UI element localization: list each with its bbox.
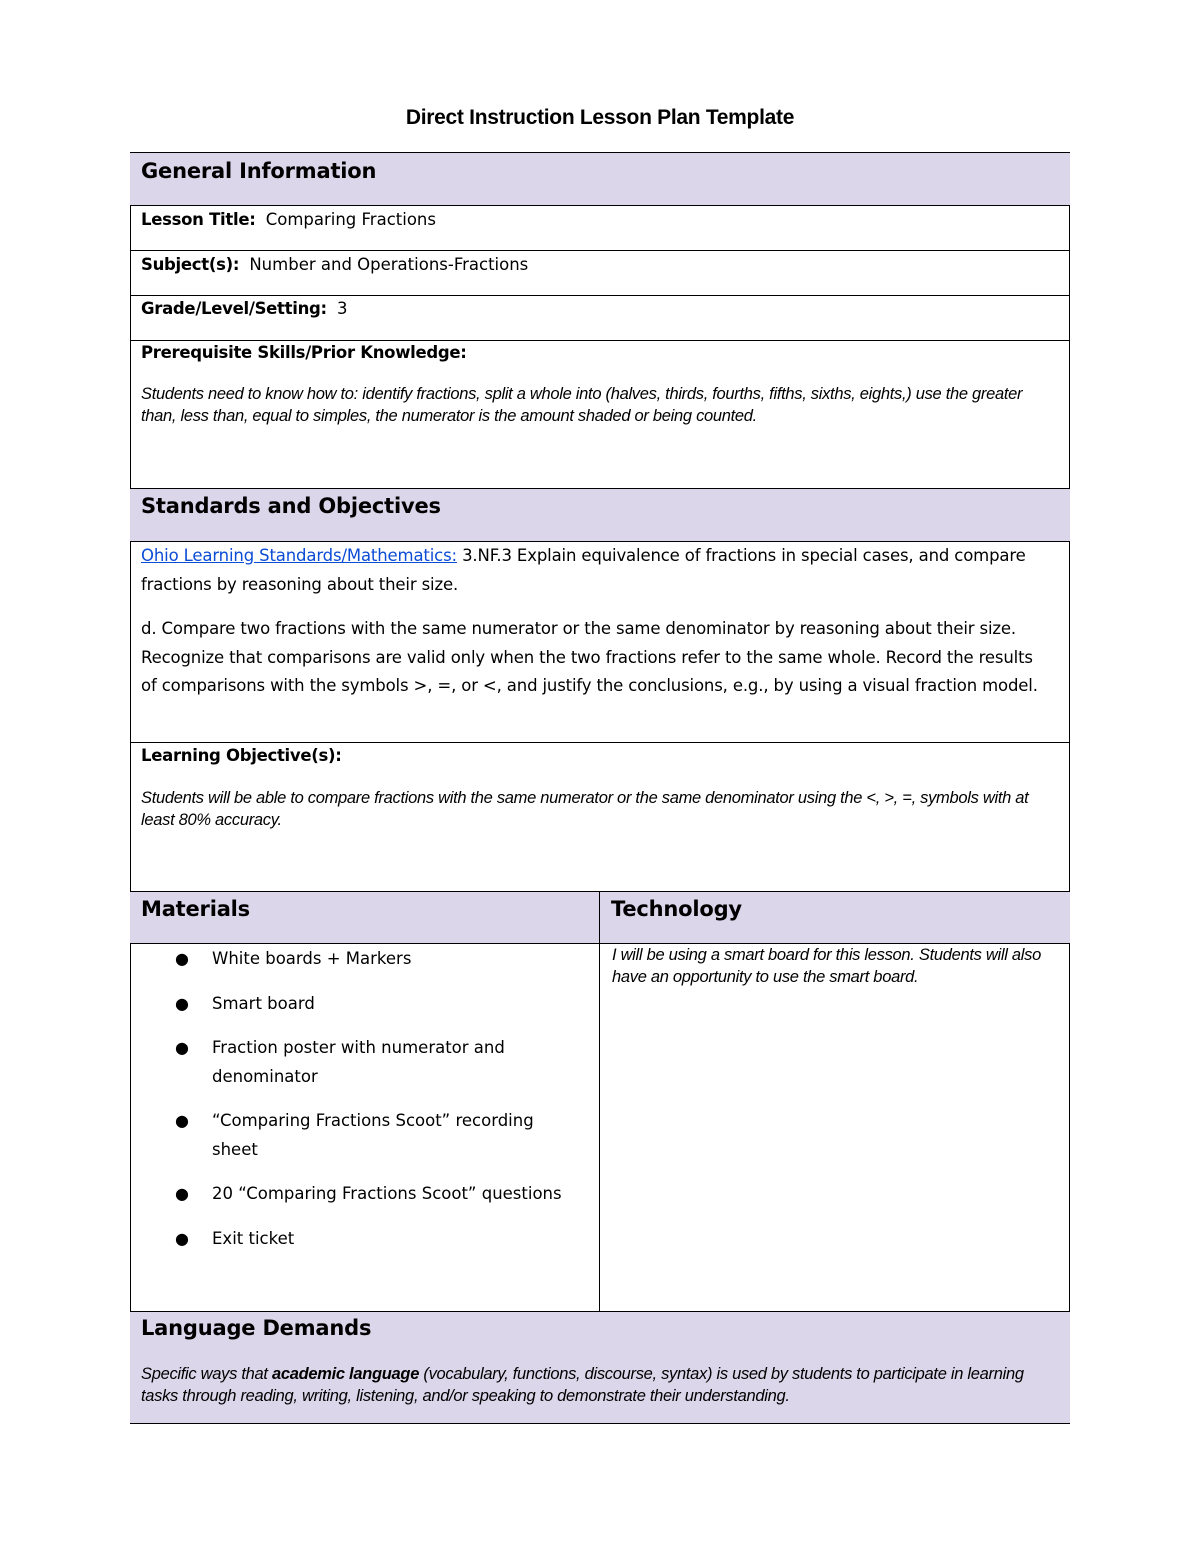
bullet-icon: ● [175, 949, 189, 968]
document-title: Direct Instruction Lesson Plan Template [405, 106, 795, 129]
ohio-standards-link[interactable]: Ohio Learning Standards/Mathematics: [141, 546, 457, 565]
list-item: ● Exit ticket [131, 1225, 598, 1254]
standard-description: 3.NF.3 Explain equivalence of fractions in special cases, and compare fractions by reasoning about their size. [141, 546, 1026, 594]
technology-heading: Technology [611, 897, 742, 921]
prerequisites-label: Prerequisite Skills/Prior Knowledge: [141, 343, 467, 362]
grade-row [130, 296, 1070, 340]
list-item: ● “Comparing Fractions Scoot” recording sheet [131, 1107, 598, 1164]
subjects-row [130, 251, 1070, 295]
subjects-value: Number and Operations-Fractions [249, 255, 529, 274]
bullet-icon: ● [175, 1184, 189, 1203]
standard-d-text: d. Compare two fractions with the same numerator or the same denominator by reasoning about their size. Recognize that comparisons are valid only when the two fractions refer to the same whole. Record the results of comparisons with the symbols >, =, or <, and justify the conclusions, e.g., by using a visual fraction model. [141, 619, 1038, 695]
list-item: ● Smart board [131, 990, 598, 1019]
objectives-label: Learning Objective(s): [141, 746, 342, 765]
standards-header-row [130, 489, 1070, 541]
language-demands-heading: Language Demands [141, 1316, 372, 1340]
standards-content-row [130, 542, 1070, 742]
grade-value: 3 [337, 299, 348, 318]
lesson-title-value: Comparing Fractions [265, 210, 436, 229]
bullet-icon: ● [175, 993, 189, 1013]
grade-label: Grade/Level/Setting: [141, 299, 327, 318]
general-info-heading: General Information [141, 159, 377, 183]
general-info-header-row [130, 153, 1070, 205]
standard-text [141, 542, 1053, 599]
standards-heading: Standards and Objectives [141, 494, 441, 518]
lesson-title-label: Lesson Title: [141, 210, 256, 229]
materials-cell [131, 944, 598, 1269]
column-divider [599, 892, 600, 1311]
language-demands-row [130, 1312, 1070, 1423]
materials-tech-header-row [130, 892, 1070, 943]
materials-heading: Materials [141, 897, 250, 921]
bullet-icon: ● [175, 1111, 189, 1130]
list-item: ● White boards + Markers [131, 945, 598, 974]
objectives-text: Students will be able to compare fractions with the same numerator or the same denominator using the <, >, =, symbols with at least 80% accuracy. [141, 789, 1029, 829]
subjects-label: Subject(s): [141, 255, 240, 274]
prerequisites-row [130, 341, 1070, 488]
prerequisites-text: Students need to know how to: identify fractions, split a whole into (halves, thirds, fourths, fifths, sixths, eights,) use the greater than, less than, equal to simples, the numerator is the amount shaded or being counted. [141, 385, 1023, 425]
bullet-icon: ● [175, 1038, 189, 1057]
language-demands-text: Specific ways that academic language (vocabulary, functions, discourse, syntax) is used by students to participate in learning tasks through reading, writing, listening, and/or speaking to demonstrate their understanding. [141, 1365, 1024, 1405]
list-item: ● 20 “Comparing Fractions Scoot” questions [131, 1180, 598, 1209]
list-item: ● Fraction poster with numerator and denominator [131, 1034, 598, 1091]
objectives-row [130, 743, 1070, 891]
technology-text: I will be using a smart board for this lesson. Students will also have an opportunity to use the smart board. [612, 946, 1041, 986]
bullet-icon: ● [175, 1228, 189, 1248]
lesson-title-row [130, 206, 1070, 250]
